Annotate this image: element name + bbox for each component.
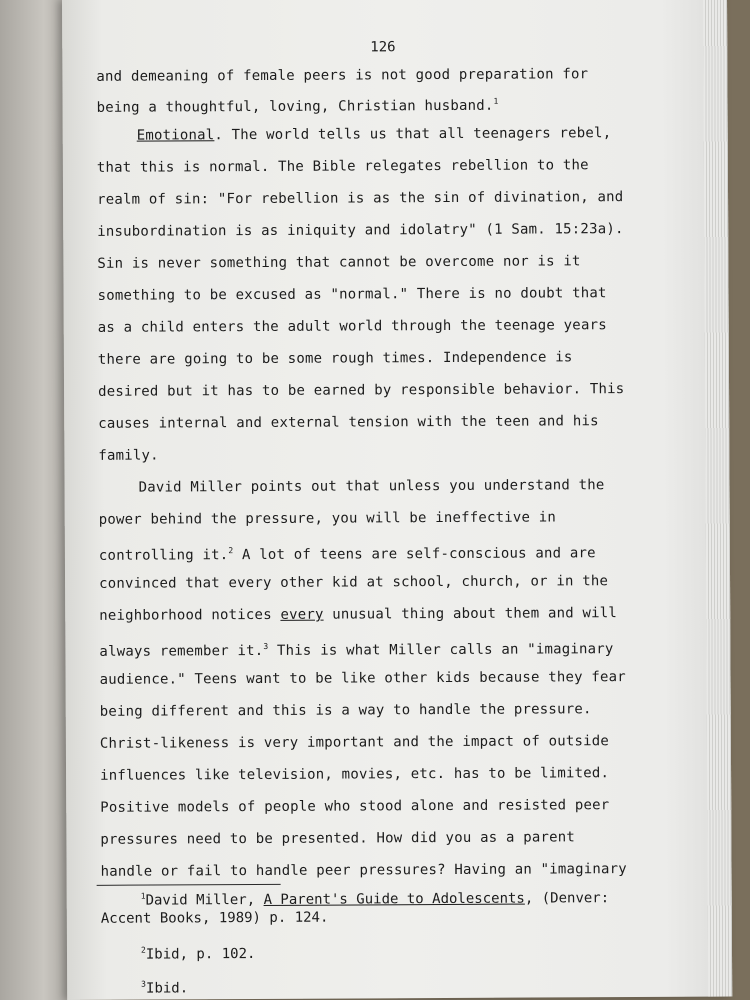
- text-line: Emotional. The world tells us that all teenagers rebel,: [136, 125, 612, 144]
- footnote: $^3$Ibid.: [141, 979, 189, 997]
- footnote-continuation: Accent Books, 1989) p. 124.: [100, 909, 329, 927]
- book-title: A Parent's Guide to Adolescents: [263, 890, 525, 908]
- text-line: causes internal and external tension with the teen and his: [98, 413, 599, 432]
- text-line: Sin is never something that cannot be overcome nor is it: [97, 253, 581, 272]
- text-line: being different and this is a way to handle the pressure.: [99, 701, 592, 720]
- footnote: $^2$Ibid, p. 102.: [140, 945, 256, 963]
- footnote-mark: 3: [263, 641, 269, 651]
- text-line: and demeaning of female peers is not good preparation for: [96, 66, 589, 85]
- text-line: desired but it has to be earned by responsible behavior. This: [98, 381, 625, 400]
- text-line: Christ-likeness is very important and the impact of outside: [99, 733, 610, 752]
- text-line: that this is normal. The Bible relegates rebellion to the: [96, 157, 589, 176]
- text-line: convinced that every other kid at school, church, or in the: [99, 573, 609, 592]
- footnotes: [101, 885, 682, 998]
- text-line: always remember it.$^3$ This is what Miller calls an "imaginary: [99, 641, 614, 660]
- text-line: power behind the pressure, you will be ineffective in: [98, 509, 557, 528]
- footnote-mark: 2: [228, 546, 234, 556]
- text-line: influences like television, movies, etc. has to be limited.: [100, 765, 610, 784]
- footnote-mark: 1: [493, 96, 499, 106]
- text-line: neighborhood notices every unusual thing about them and will: [99, 605, 618, 624]
- body-text: [96, 63, 670, 888]
- footnote: $^1$David Miller, A Parent's Guide to Adolescents, (Denver:: [140, 890, 610, 909]
- text-line: realm of sin: "For rebellion is as the sin of divination, and: [97, 189, 624, 208]
- text-line: controlling it.$^2$ A lot of teens are self-conscious and are: [98, 545, 596, 564]
- text-line: family.: [98, 447, 159, 464]
- text-line: handle or fail to handle peer pressures? Having an "imaginary: [100, 861, 627, 880]
- page-number: 126: [370, 39, 396, 56]
- text-line: Positive models of people who stood alone and resisted peer: [100, 797, 610, 816]
- text-line: something to be excused as "normal." There is no doubt that: [97, 285, 607, 304]
- section-heading: Emotional: [136, 127, 215, 144]
- book-page: [62, 0, 732, 1000]
- text-line: pressures need to be presented. How did you as a parent: [100, 829, 576, 848]
- page-stack-edge: [703, 0, 732, 997]
- text-line: audience." Teens want to be like other kids because they fear: [99, 669, 626, 688]
- text-line: there are going to be some rough times. Independence is: [97, 349, 573, 368]
- text-line: insubordination is as iniquity and idolatry" (1 Sam. 15:23a).: [97, 221, 624, 240]
- text-line: as a child enters the adult world through the teenage years: [97, 317, 607, 336]
- emphasis-word: every: [280, 606, 324, 623]
- text-line: David Miller points out that unless you understand the: [138, 477, 605, 496]
- text-line: being a thoughtful, loving, Christian husband.$^1$: [96, 96, 499, 116]
